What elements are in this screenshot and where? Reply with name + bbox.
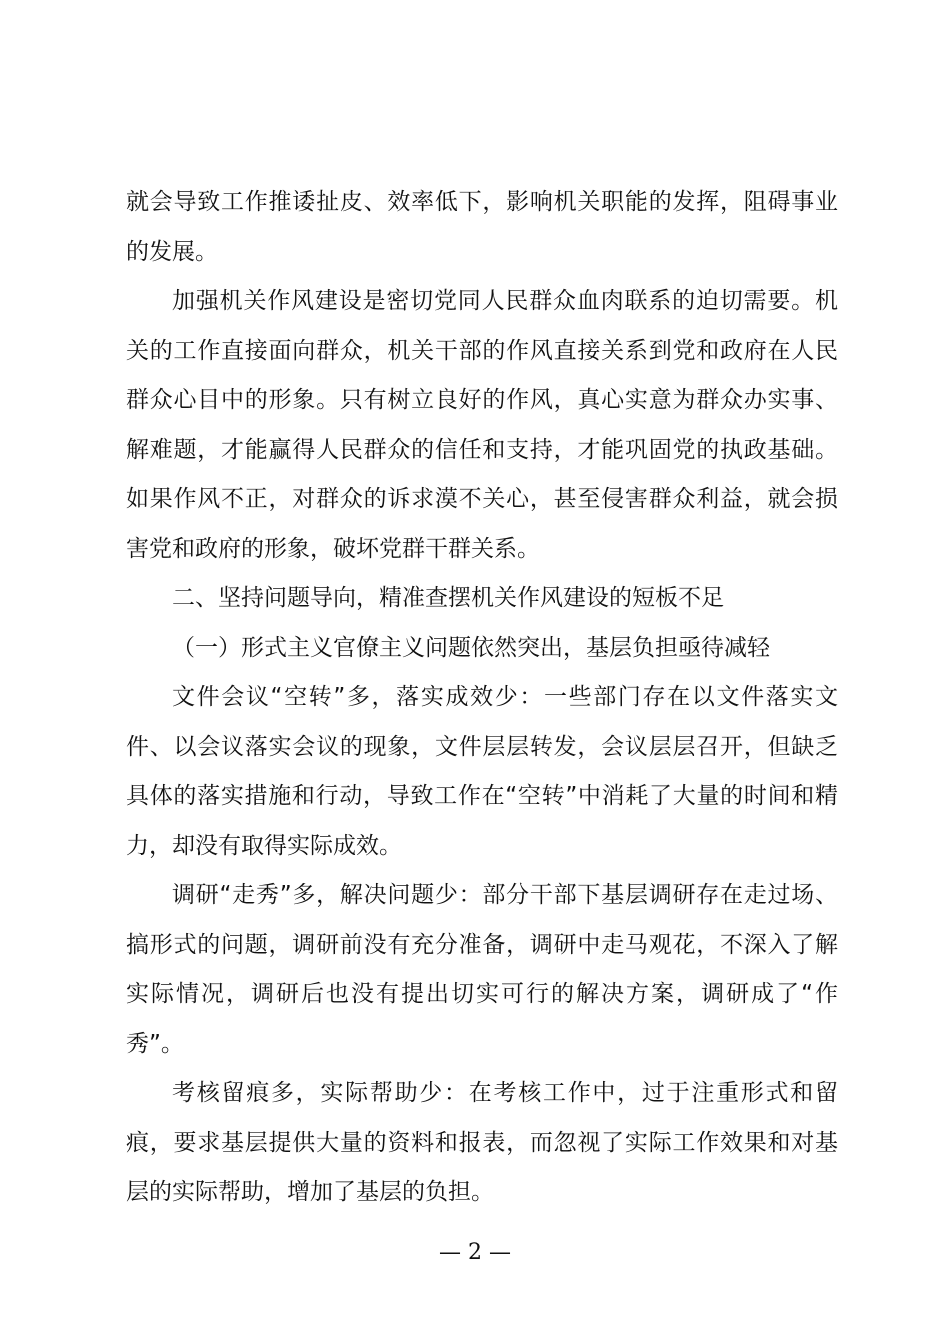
- page-number: — 2 —: [439, 1240, 511, 1265]
- subsection-heading-1: （一）形式主义官僚主义问题依然突出，基层负担亟待减轻: [172, 634, 770, 661]
- paragraph-research-show: 调研“走秀”多，解决问题少：部分干部下基层调研存在走过场、搞形式的问题，调研前没有充分准备，调研中走马观花，不深入了解实际情况，调研后也没有提出切实可行的解决方案，调研成了“作秀”。: [126, 882, 838, 1057]
- paragraph-documents-meetings: 文件会议“空转”多，落实成效少：一些部门存在以文件落实文件、以会议落实会议的现象，文件层层转发，会议层层召开，但缺乏具体的落实措施和行动，导致工作在“空转”中消耗了大量的时间和精力，却没有取得实际成效。: [126, 684, 838, 859]
- paragraph-assessment-traces: 考核留痕多，实际帮助少：在考核工作中，过于注重形式和留痕，要求基层提供大量的资料和报表，而忽视了实际工作效果和对基层的实际帮助，增加了基层的负担。: [126, 1080, 838, 1205]
- paragraph-work-style-importance: 加强机关作风建设是密切党同人民群众血肉联系的迫切需要。机关的工作直接面向群众，机关干部的作风直接关系到党和政府在人民群众心目中的形象。只有树立良好的作风，真心实意为群众办实事、解难题，才能赢得人民群众的信任和支持，才能巩固党的执政基础。如果作风不正，对群众的诉求漠不关心，甚至侵害群众利益，就会损害党和政府的形象，破坏党群干群关系。: [126, 288, 838, 562]
- document-body: [126, 178, 838, 1218]
- section-heading-2: 二、坚持问题导向，精准查摆机关作风建设的短板不足: [172, 585, 724, 611]
- paragraph-continuation: 就会导致工作推诿扯皮、效率低下，影响机关职能的发挥，阻碍事业的发展。: [126, 189, 838, 265]
